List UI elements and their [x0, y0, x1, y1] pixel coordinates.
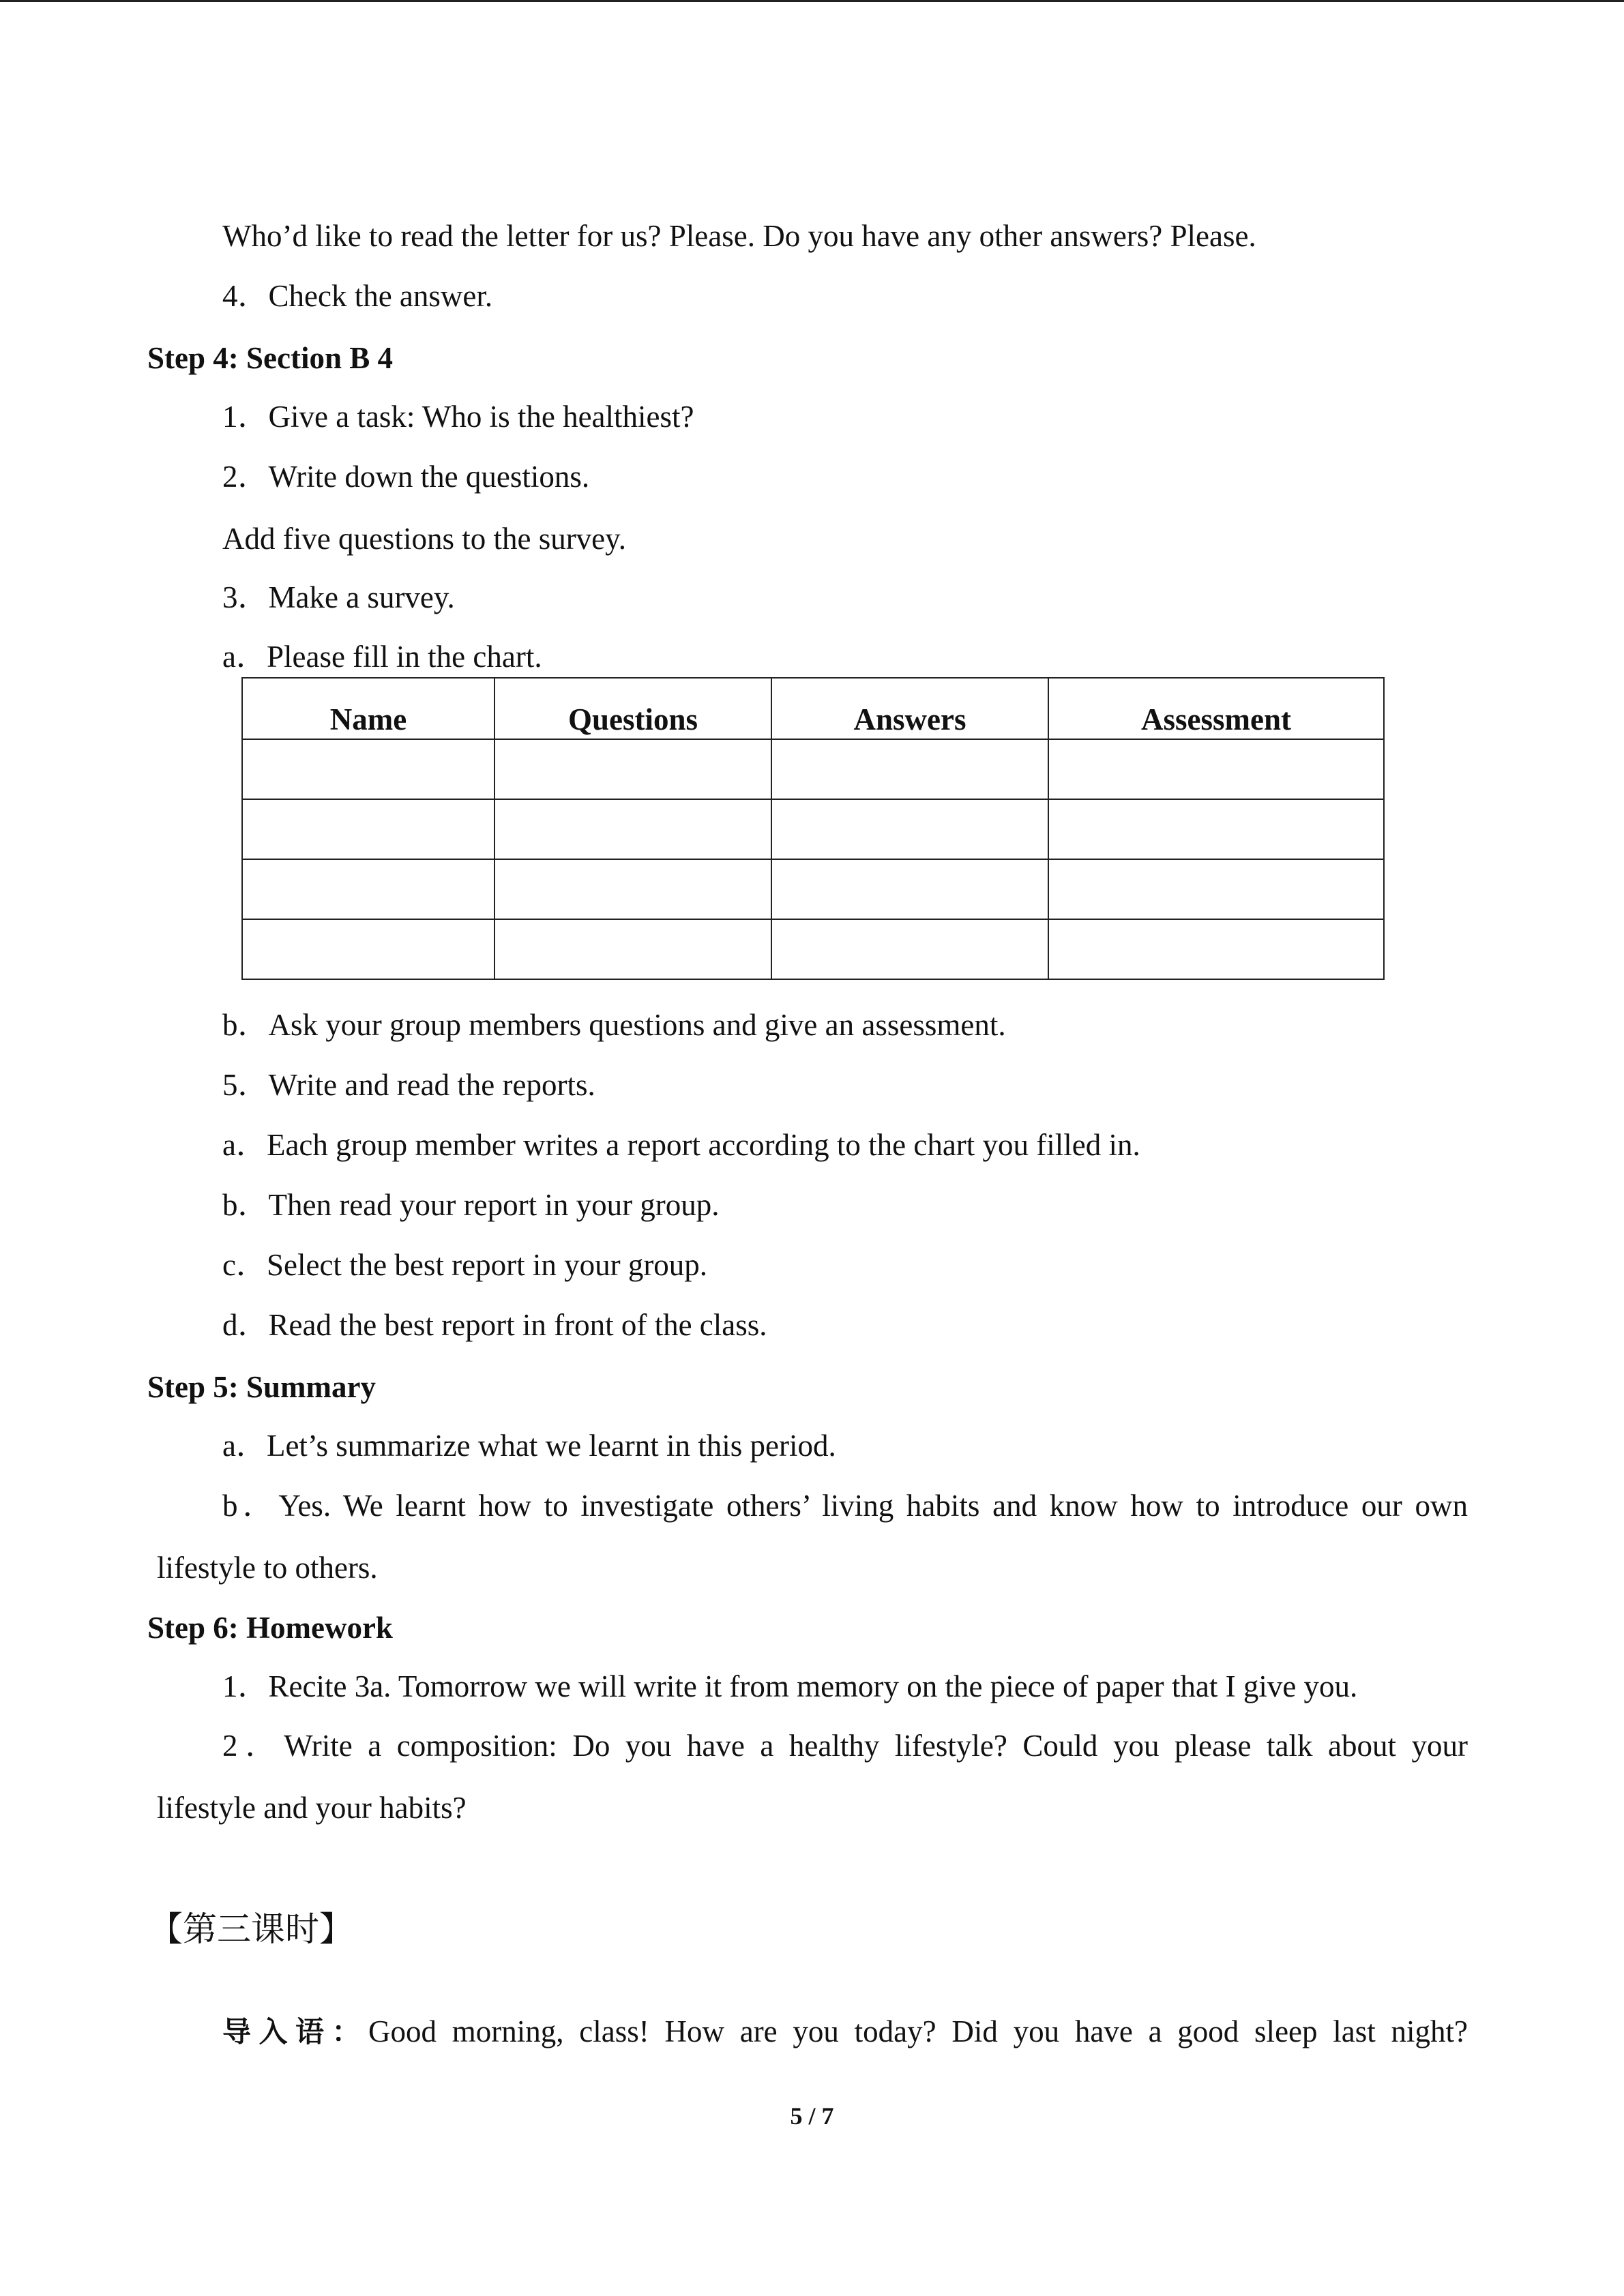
text-line: a．Each group member writes a report according to the chart you filled in. [222, 1128, 1140, 1162]
column-header-assessment: Assessment [1048, 678, 1384, 739]
text-line: b．Yes. We learnt how to investigate others’ living habits and know how to introduce our own [222, 1489, 1468, 1523]
table-cell [242, 859, 494, 919]
text-line: 1．Recite 3a. Tomorrow we will write it from memory on the piece of paper that I give you. [222, 1669, 1358, 1703]
column-header-answers: Answers [771, 678, 1048, 739]
lead-in-text: Good morning, class! How are you today? Did you have a good sleep last night? [368, 2014, 1468, 2048]
table-cell [1048, 739, 1384, 799]
table-row [242, 799, 1384, 859]
text-line: a．Please fill in the chart. [222, 640, 542, 674]
text-line: lifestyle to others. [157, 1551, 378, 1585]
table-cell [242, 919, 494, 979]
table-cell [1048, 859, 1384, 919]
text-line: b．Ask your group members questions and give an assessment. [222, 1008, 1006, 1042]
table-cell [494, 739, 771, 799]
text-line: d．Read the best report in front of the class. [222, 1308, 767, 1342]
table-cell [494, 859, 771, 919]
text-line: 1．Give a task: Who is the healthiest? [222, 400, 694, 434]
lesson3-heading: 【第三课时】 [149, 1909, 353, 1949]
table-cell [1048, 919, 1384, 979]
table-row [242, 919, 1384, 979]
text-line: c．Select the best report in your group. [222, 1248, 708, 1282]
text-line: 2．Write a composition: Do you have a healthy lifestyle? Could you please talk about your [222, 1729, 1468, 1763]
column-header-name: Name [242, 678, 494, 739]
table-cell [1048, 799, 1384, 859]
lead-in-label: 导入语： [222, 2015, 369, 2048]
page-number: 5 / 7 [790, 2102, 834, 2130]
table-header-row [242, 678, 1384, 739]
text-line: Add five questions to the survey. [222, 522, 626, 556]
text-line: b．Then read your report in your group. [222, 1188, 720, 1222]
step5-heading: Step 5: Summary [147, 1370, 376, 1404]
text-line: 4．Check the answer. [222, 279, 493, 313]
table-cell [494, 799, 771, 859]
table-cell [242, 739, 494, 799]
page-top-border [0, 0, 1624, 2]
table-row [242, 739, 1384, 799]
lead-in-paragraph [222, 2012, 1468, 2051]
table-cell [771, 919, 1048, 979]
text-line: 3．Make a survey. [222, 580, 455, 614]
step6-heading: Step 6: Homework [147, 1611, 393, 1645]
table-row [242, 859, 1384, 919]
table-cell [242, 799, 494, 859]
text-line: 5．Write and read the reports. [222, 1068, 595, 1102]
text-line: 2．Write down the questions. [222, 460, 590, 494]
text-line: lifestyle and your habits? [157, 1791, 467, 1825]
table-cell [771, 739, 1048, 799]
survey-chart-table [241, 677, 1385, 980]
table-cell [771, 799, 1048, 859]
text-line: Who’d like to read the letter for us? Please. Do you have any other answers? Please. [222, 219, 1256, 253]
text-line: a．Let’s summarize what we learnt in this period. [222, 1429, 836, 1463]
table-cell [494, 919, 771, 979]
column-header-questions: Questions [494, 678, 771, 739]
table-cell [771, 859, 1048, 919]
step4-heading: Step 4: Section B 4 [147, 341, 393, 375]
